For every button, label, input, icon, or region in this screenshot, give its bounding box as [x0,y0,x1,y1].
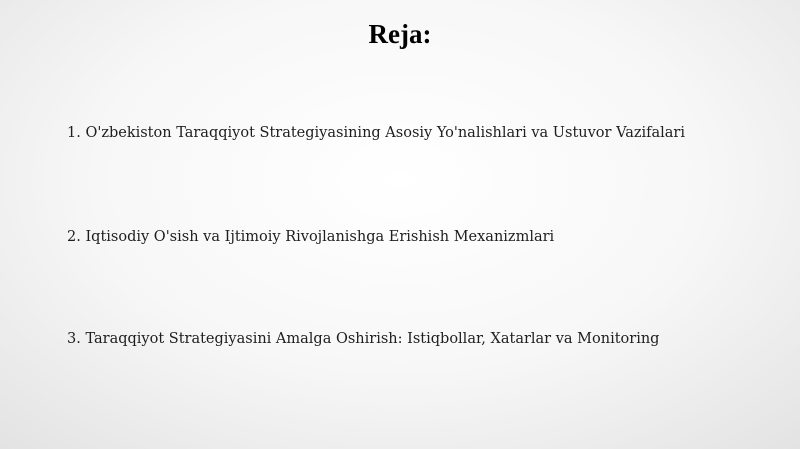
slide-title: Reja: [368,19,432,49]
agenda-item: 1. O'zbekiston Taraqqiyot Strategiyasining Asosiy Yo'nalishlari va Ustuvor Vazifalari [67,125,686,141]
agenda-item: 3. Taraqqiyot Strategiyasini Amalga Oshirish: Istiqbollar, Xatarlar va Monitoring [67,331,660,347]
agenda-item: 2. Iqtisodiy O'sish va Ijtimoiy Rivojlanishga Erishish Mexanizmlari [67,229,555,245]
